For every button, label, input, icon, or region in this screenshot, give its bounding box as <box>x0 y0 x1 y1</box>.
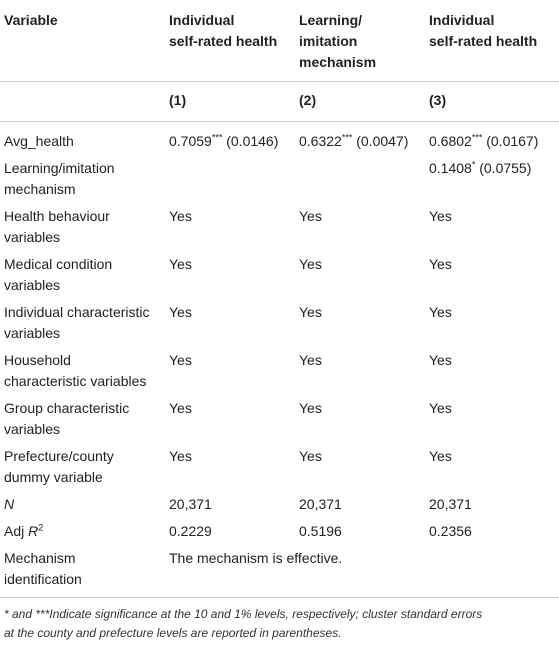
cell-coef: 0.6802*** (0.0167) <box>429 132 539 149</box>
header-variable: Variable <box>0 0 165 82</box>
cell-coef: 0.7059*** (0.0146) <box>169 132 279 149</box>
cell-merged: The mechanism is effective. <box>169 550 343 566</box>
row-label: Avg_health <box>4 133 74 149</box>
table-row <box>0 491 559 518</box>
row-label: Individual characteristic variables <box>4 304 150 341</box>
cell-value: Yes <box>429 304 452 320</box>
row-label: N <box>4 496 15 512</box>
table-row <box>0 155 559 203</box>
cell-value: Yes <box>169 304 192 320</box>
row-label: Health behaviour variables <box>4 208 110 245</box>
row-label: Prefecture/county dummy variable <box>4 448 114 485</box>
cell-coef: 0.6322*** (0.0047) <box>299 132 409 149</box>
cell-value: Yes <box>299 352 322 368</box>
header-col1-line1: Individual <box>169 12 235 28</box>
table-row <box>0 251 559 299</box>
header-num-empty <box>0 82 165 122</box>
row-label: Medical condition variables <box>4 256 113 293</box>
table-row <box>0 203 559 251</box>
cell-empty <box>295 155 425 203</box>
header-num2: (2) <box>295 82 425 122</box>
table-row <box>0 395 559 443</box>
cell-value: Yes <box>429 400 452 416</box>
cell-value: Yes <box>429 352 452 368</box>
cell-value: Yes <box>169 400 192 416</box>
cell-value: 0.5196 <box>299 523 342 539</box>
table-footnote <box>0 597 559 643</box>
table-row <box>0 518 559 545</box>
cell-value: Yes <box>429 256 452 272</box>
cell-value: Yes <box>169 448 192 464</box>
cell-value: 20,371 <box>299 496 342 512</box>
header-col3-line1: Individual <box>429 12 495 28</box>
cell-value: 20,371 <box>429 496 472 512</box>
row-label: Group characteristic variables <box>4 400 130 437</box>
header-col1-line2: self-rated health <box>169 33 278 49</box>
table-row <box>0 122 559 156</box>
cell-value: Yes <box>299 208 322 224</box>
cell-value: Yes <box>169 352 192 368</box>
cell-value: Yes <box>299 400 322 416</box>
table-row <box>0 299 559 347</box>
cell-value: 0.2356 <box>429 523 472 539</box>
cell-value: 20,371 <box>169 496 212 512</box>
cell-value: Yes <box>429 208 452 224</box>
cell-value: Yes <box>299 256 322 272</box>
table-header-row <box>0 0 559 82</box>
header-num1: (1) <box>165 82 295 122</box>
table-row <box>0 347 559 395</box>
row-label: Learning/imitation mechanism <box>4 160 115 197</box>
header-col1 <box>165 0 295 82</box>
cell-value: Yes <box>299 448 322 464</box>
row-label: Mechanism identification <box>4 550 82 587</box>
table-row <box>0 443 559 491</box>
cell-value: Yes <box>169 256 192 272</box>
header-col3-line2: self-rated health <box>429 33 538 49</box>
cell-value: 0.2229 <box>169 523 212 539</box>
header-col2 <box>295 0 425 82</box>
footnote-line2: at the county and prefecture levels are reported in parentheses. <box>4 626 342 640</box>
header-col2-line2: imitation <box>299 33 358 49</box>
header-col3 <box>425 0 559 82</box>
header-num3: (3) <box>425 82 559 122</box>
row-label: Household characteristic variables <box>4 352 147 389</box>
cell-coef: 0.1408* (0.0755) <box>429 159 532 176</box>
cell-value: Yes <box>299 304 322 320</box>
footnote-line1: * and ***Indicate significance at the 10 and 1% levels, respectively; cluster standard errors <box>4 607 483 621</box>
cell-value: Yes <box>429 448 452 464</box>
header-col2-line1: Learning/ <box>299 12 363 28</box>
table-column-number-row <box>0 82 559 122</box>
header-col2-line3: mechanism <box>299 54 377 70</box>
table-row <box>0 545 559 597</box>
row-label: Adj $R^2$ <box>4 522 44 539</box>
cell-value: Yes <box>169 208 192 224</box>
cell-empty <box>165 155 295 203</box>
